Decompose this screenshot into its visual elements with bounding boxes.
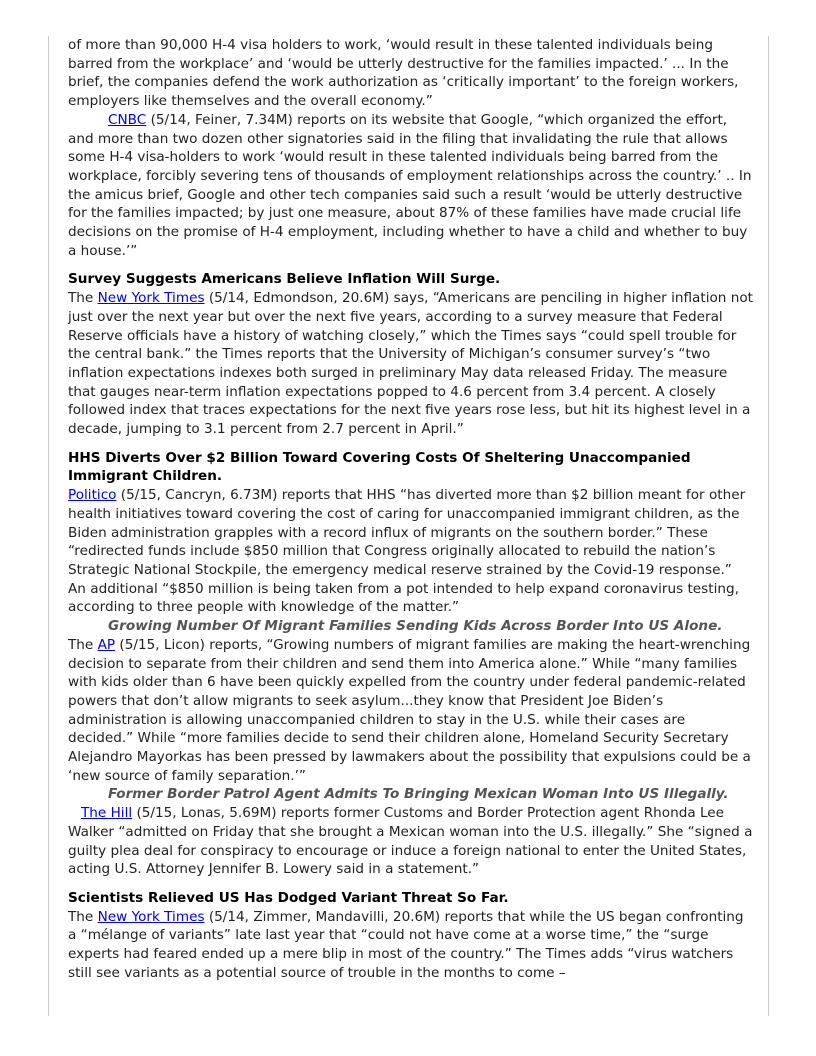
headline: Survey Suggests Americans Believe Inflation Will Surge. [68, 271, 501, 288]
document-content [68, 36, 754, 982]
paragraph-text: The [68, 290, 98, 307]
paragraph-text: The [68, 908, 98, 925]
source-link-cnbc[interactable]: CNBC [108, 111, 147, 128]
headline: Scientists Relieved US Has Dodged Variant Threat So Far. [68, 889, 509, 906]
paragraph-text: (5/14, Zimmer, Mandavilli, 20.6M) reports that while the US began confronting a “mélange of variants” late last year that “could not have come at a worse time,” the “surge experts had feared ended up a mere blip in most of the country.” The Times adds “virus watchers still see variants as a potential source of trouble in the months to come – [68, 908, 744, 981]
subitem-headline-row [68, 617, 754, 636]
subitem-headline: Growing Number Of Migrant Families Sending Kids Across Border Into US Alone. [108, 618, 723, 635]
paragraph-text: of more than 90,000 H-4 visa holders to work, ‘would result in these talented individuals being barred from the workplace’ and ‘would be utterly destructive for the families impacted.’ ... In the brief, the companies defend the work authorization as ‘critically important’ to the foreign workers, employers like themselves and the overall economy.” [68, 37, 739, 110]
paragraph [68, 486, 754, 617]
source-link-ap[interactable]: AP [97, 636, 116, 653]
source-link-politico[interactable]: Politico [68, 487, 117, 504]
paragraph-text: (5/15, Cancryn, 6.73M) reports that HHS “has diverted more than $2 billion meant for other health initiatives toward covering the cost of caring for unaccompanied immigrant children, as the Biden administration grapples with a record influx of migrants on the southern border.” These “redirected funds include $850 million that Congress originally allocated to rebuild the nation’s Strategic National Stockpile, the emergency medical reserve strained by the Covid-19 response.” An additional “$850 million is being taken from a pot intended to help expand coronavirus testing, according to three people with knowledge of the matter.” [68, 487, 746, 616]
paragraph-text: (5/14, Edmondson, 20.6M) says, “Americans are penciling in higher inflation not just over the next year but over the next five years, according to a survey measure that Federal Reserve officials have a history of watching closely,” which the Times says “could spell trouble for the central bank.” the Times reports that the University of Michigan’s consumer survey’s “two inflation expectations indexes both surged in preliminary May data released Friday. The measure that gauges near-term inflation expectations popped to 4.6 percent from 3.4 percent. A closely followed index that traces expectations for the next five years rose less, but hit its highest level in a decade, jumping to 3.1 percent from 2.7 percent in April.” [68, 290, 753, 438]
spacer-text [68, 805, 81, 821]
document-page [48, 36, 769, 1016]
paragraph [68, 111, 754, 261]
paragraph-text: (5/15, Lonas, 5.69M) reports former Customs and Border Protection agent Rhonda Lee Walker “admitted on Friday that she brought a Mexican woman into the U.S. illegally.” She “signed a guilty plea deal for conspiracy to encourage or induce a foreign national to enter the United States, acting U.S. Attorney Jennifer B. Lowery said in a statement.” [68, 805, 753, 878]
paragraph [68, 908, 754, 983]
paragraph [68, 785, 754, 879]
paragraph-text: (5/15, Licon) reports, “Growing numbers of migrant families are making the heart-wrenching decision to separate from their children and send them into America alone.” While “many families with kids older than 6 have been quickly expelled from the country under federal pandemic-related powers that don’t allow migrants to seek asylum...they know that President Joe Biden’s administration is allowing unaccompanied children to stay in the U.S. while their cases are decided.” While “more families decide to send their children alone, Homeland Security Secretary Alejandro Mayorkas has been pressed by lawmakers about the possibility that expulsions could be a ‘new source of family separation.’” [68, 636, 751, 784]
paragraph [68, 36, 754, 111]
paragraph-text: (5/14, Feiner, 7.34M) reports on its website that Google, “which organized the effort, and more than two dozen other signatories said in the filing that invalidating the rule that allows some H-4 visa-holders to work ‘would result in these talented individuals being barred from the workplace, forcibly severing tens of thousands of employment relationships across the country.’ .. In the amicus brief, Google and other tech companies said such a result ‘would be utterly destructive for the families impacted; by just one measure, about 87% of these families have made crucial life decisions on the promise of H-4 employment, including whether to have a child and whether to buy a house.’” [68, 111, 752, 259]
source-link-the-hill[interactable]: The Hill [80, 805, 133, 822]
paragraph [68, 636, 754, 786]
paragraph-text: The [68, 636, 98, 653]
headline: HHS Diverts Over $2 Billion Toward Covering Costs Of Sheltering Unaccompanied Immigrant Children. [68, 449, 691, 485]
source-link-nyt[interactable]: New York Times [97, 908, 205, 925]
paragraph [68, 289, 754, 439]
source-link-nyt[interactable]: New York Times [97, 290, 205, 307]
subitem-headline: Former Border Patrol Agent Admits To Bringing Mexican Woman Into US Illegally. [108, 786, 729, 803]
